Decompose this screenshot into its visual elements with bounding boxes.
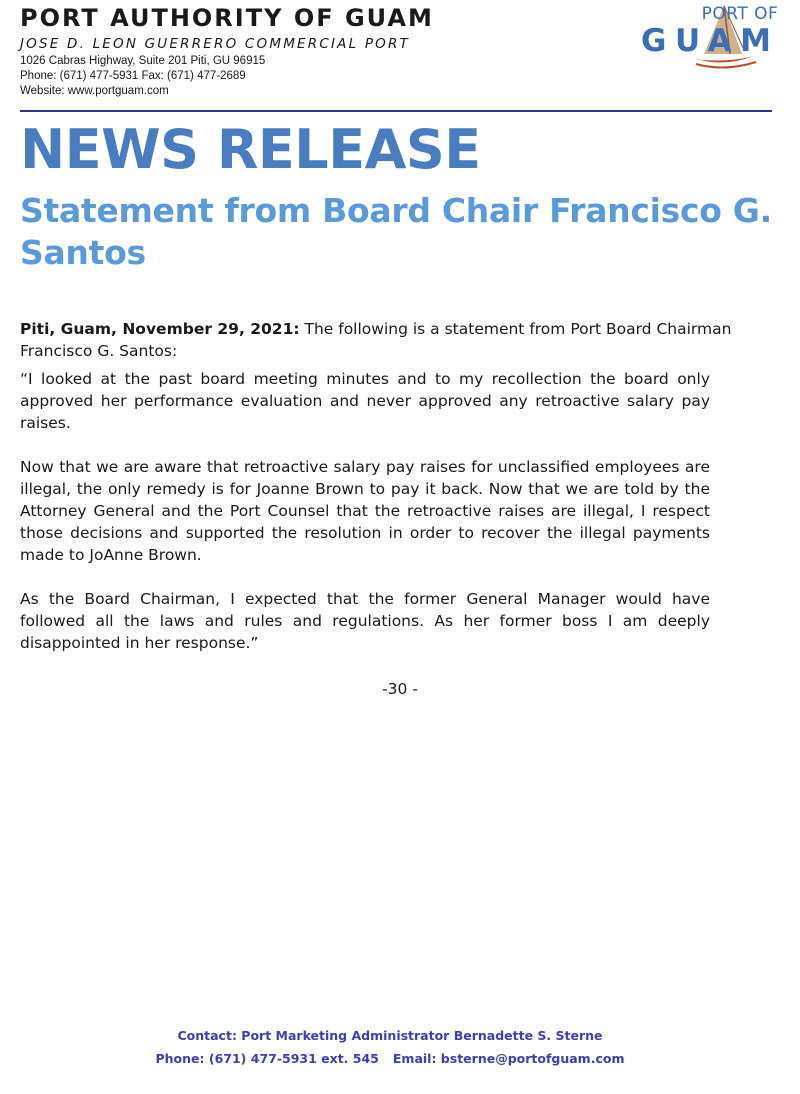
letterhead [20, 4, 780, 112]
port-of-guam-logo [632, 2, 780, 80]
statement-paragraph-1: “I looked at the past board meeting minutes and to my recollection the board only approved her performance evaluation and never approved any retroactive salary pay raises. [20, 370, 710, 432]
org-name: PORT AUTHORITY OF GUAM [20, 4, 434, 32]
org-phone-fax: Phone: (671) 477-5931 Fax: (671) 477-2689 [20, 70, 246, 82]
end-marker: -30 - [382, 680, 418, 698]
header-divider [20, 110, 772, 112]
dateline: Piti, Guam, November 29, 2021: [20, 320, 300, 338]
org-subtitle: JOSE D. LEON GUERRERO COMMERCIAL PORT [20, 36, 411, 52]
footer-contact: Contact: Port Marketing Administrator Bernadette S. Sterne [177, 1028, 603, 1043]
footer-email: Email: bsterne@portofguam.com [392, 1051, 625, 1066]
release-title [20, 190, 780, 274]
logo-guam-text: GUAM [641, 23, 771, 59]
release-body [20, 318, 732, 676]
release-title-line-1: Statement from Board Chair Francisco G. [20, 191, 772, 230]
lead-paragraph [20, 318, 760, 362]
org-website: Website: www.portguam.com [20, 85, 169, 97]
release-title-line-2: Santos [20, 233, 146, 272]
statement-paragraph-3: As the Board Chairman, I expected that the former General Manager would have followed all the laws and rules and regulations. As her former boss I am deeply disappointed in her response.” [20, 590, 710, 652]
org-address: 1026 Cabras Highway, Suite 201 Piti, GU 96915 [20, 55, 266, 67]
statement-paragraph-2: Now that we are aware that retroactive salary pay raises for unclassified employees are illegal, the only remedy is for Joanne Brown to pay it back. Now that we are told by the Attorney General and the Port Counsel that the retroactive raises are illegal, I respect those decisions and supported the resolution in order to recover the illegal payments made to JoAnne Brown. [20, 458, 710, 564]
logo-port-of-text: PORT OF [701, 4, 779, 24]
lead-text: The following is a statement from Port Board Chairman Francisco G. Santos: [20, 320, 732, 360]
footer-phone: Phone: (671) 477-5931 ext. 545 [155, 1051, 379, 1066]
news-release-heading: NEWS RELEASE [20, 118, 481, 181]
footer-phone-email [0, 1051, 780, 1066]
